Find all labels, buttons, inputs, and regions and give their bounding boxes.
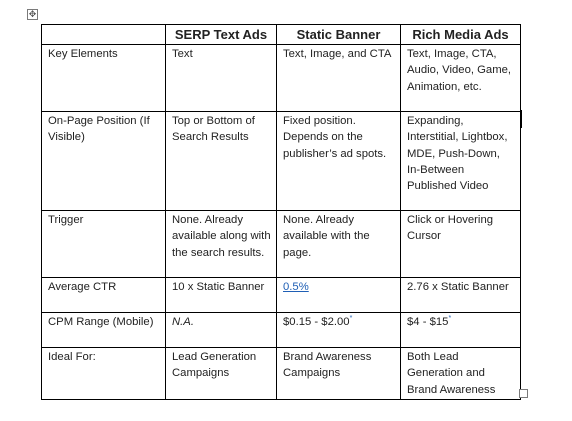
cell-rich: Click or Hovering Cursor	[401, 211, 521, 278]
cell-static	[277, 278, 401, 313]
text-cursor	[521, 110, 522, 128]
cell-serp-text: N.A.	[172, 316, 194, 328]
table-resize-handle-icon[interactable]	[519, 389, 528, 398]
table-move-handle-icon[interactable]: ✥	[28, 9, 37, 19]
table-row	[42, 211, 521, 278]
table-header-row	[42, 25, 521, 45]
cell-rich: Both Lead Generation and Brand Awareness	[401, 348, 521, 400]
cell-serp: Lead Generation Campaigns	[166, 348, 277, 400]
cell-rich: 2.76 x Static Banner	[401, 278, 521, 313]
cell-static: None. Already available with the page.	[277, 211, 401, 278]
table-row	[42, 112, 521, 211]
cell-static: Fixed position. Depends on the publisher’s ad spots.	[277, 112, 401, 211]
cell-serp: None. Already available along with the search results.	[166, 211, 277, 278]
table-row	[42, 348, 521, 400]
header-static-banner: Static Banner	[277, 25, 401, 45]
row-label: Trigger	[42, 211, 166, 278]
cell-serp	[166, 313, 277, 348]
table-row	[42, 313, 521, 348]
header-serp-text-ads: SERP Text Ads	[166, 25, 277, 45]
cell-rich-text: $4 - $15	[407, 316, 449, 328]
header-rich-media-ads: Rich Media Ads	[401, 25, 521, 45]
row-label: Average CTR	[42, 278, 166, 313]
table-row	[42, 278, 521, 313]
cell-serp: Text	[166, 45, 277, 112]
row-label: On-Page Position (If Visible)	[42, 112, 166, 211]
cell-serp: 10 x Static Banner	[166, 278, 277, 313]
row-label: CPM Range (Mobile)	[42, 313, 166, 348]
row-label: Key Elements	[42, 45, 166, 112]
cell-static-text: $0.15 - $2.00	[283, 316, 350, 328]
cell-static: Text, Image, and CTA	[277, 45, 401, 112]
footnote-ref-link[interactable]: *	[448, 315, 452, 323]
cell-static	[277, 313, 401, 348]
cell-rich: Expanding, Interstitial, Lightbox, MDE, Push-Down, In-Between Published Video	[401, 112, 521, 211]
row-label: Ideal For:	[42, 348, 166, 400]
footnote-ref-link[interactable]: *	[349, 315, 353, 323]
cell-serp: Top or Bottom of Search Results	[166, 112, 277, 211]
cell-rich	[401, 313, 521, 348]
header-cell-empty	[42, 25, 166, 45]
table-row	[42, 45, 521, 112]
comparison-table	[41, 24, 521, 400]
ctr-source-link[interactable]: 0.5%	[283, 281, 309, 293]
cell-rich: Text, Image, CTA, Audio, Video, Game, Animation, etc.	[401, 45, 521, 112]
cell-static: Brand Awareness Campaigns	[277, 348, 401, 400]
